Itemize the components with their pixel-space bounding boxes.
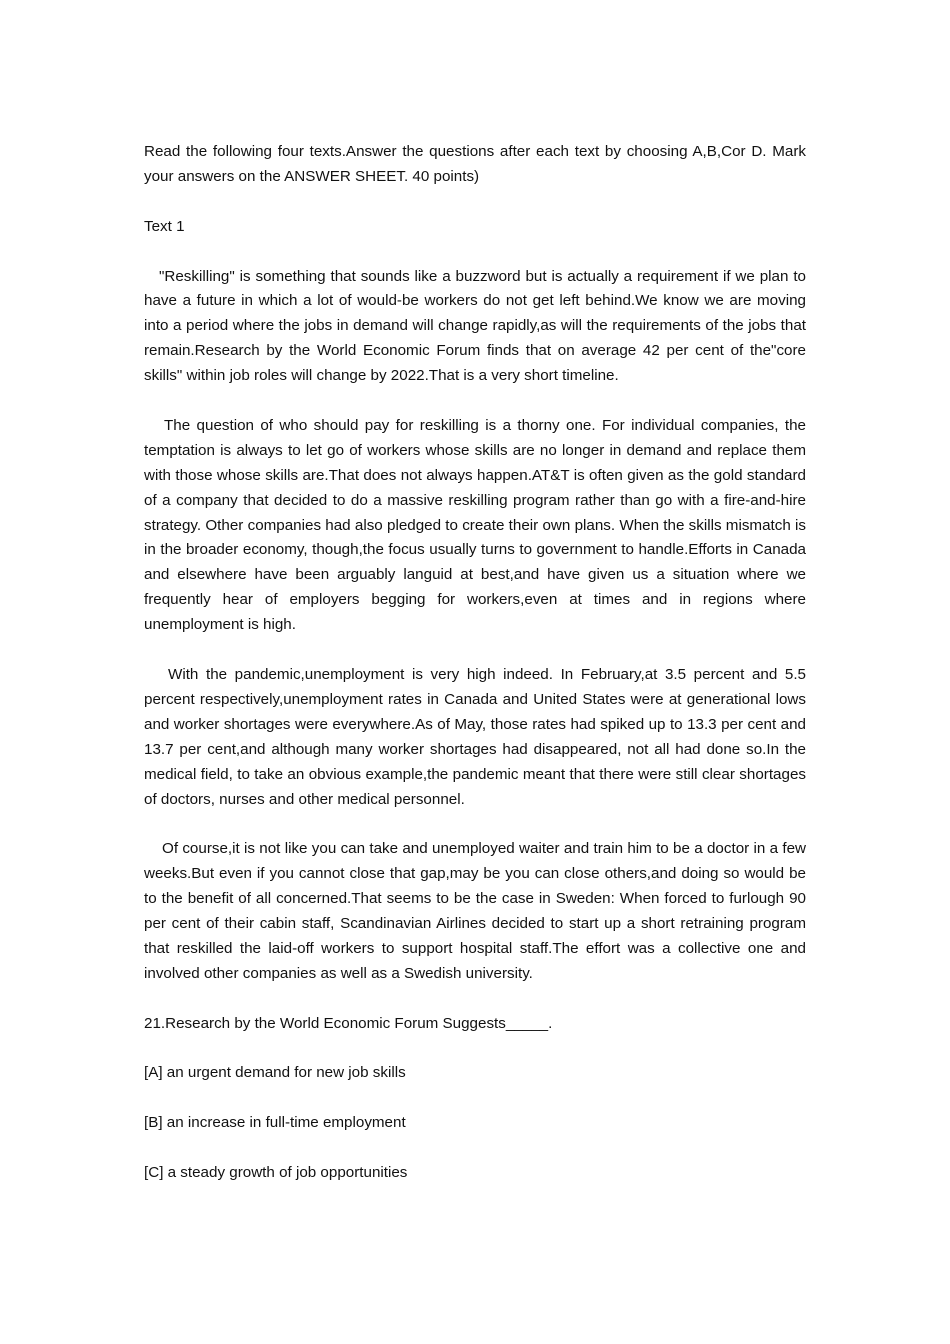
paragraph-3: With the pandemic,unemployment is very high indeed. In February,at 3.5 percent and 5.5 percent respectively,unemployment rates in Canada and United States were at generational lows and worker shortages were everywhere.As of May, those rates had spiked up to 13.3 per cent and 13.7 per cent,and although many worker shortages had disappeared, not all had done so.In the medical field, to take an obvious example,the pandemic meant that there were still clear shortages of doctors, nurses and other medical personnel. <box>144 665 806 808</box>
paragraph-2: The question of who should pay for reskilling is a thorny one. For individual companies, the temptation is always to let go of workers whose skills are no longer in demand and replace them with those whose skills are.That does not always happen.AT&T is often given as the gold standard of a company that decided to do a massive reskilling program rather than go with a fire-and-hire strategy. Other companies had also pledged to create their own plans. When the skills mismatch is in the broader economy, though,the focus usually turns to government to handle.Efforts in Canada and elsewhere have been arguably languid at best,and have given us a situation where we frequently hear of employers begging for workers,even at times and in regions where unemployment is high. <box>144 416 806 634</box>
question-stem: 21.Research by the World Economic Forum Suggests_____. <box>144 1014 553 1032</box>
option-b: [B] an increase in full-time employment <box>144 1114 406 1132</box>
option-a: [A] an urgent demand for new job skills <box>144 1064 406 1082</box>
document-page <box>144 140 806 1211</box>
option-c: [C] a steady growth of job opportunities <box>144 1164 408 1182</box>
text-heading: Text 1 <box>144 217 185 235</box>
paragraph-1: "Reskilling" is something that sounds like a buzzword but is actually a requirement if we plan to have a future in which a lot of would-be workers do not get left behind.We know we are moving into a period where the jobs in demand will change rapidly,as will the requirements of the jobs that remain.Research by the World Economic Forum finds that on average 42 per cent of the"core skills" within job roles will change by 2022.That is a very short timeline. <box>144 267 806 385</box>
instructions-text: Read the following four texts.Answer the questions after each text by choosing A,B,Cor D. Mark your answers on the ANSWER SHEET. 40 points) <box>144 143 806 185</box>
paragraph-4: Of course,it is not like you can take and unemployed waiter and train him to be a doctor in a few weeks.But even if you cannot close that gap,may be you can close others,and doing so would be to the benefit of all concerned.That seems to be the case in Sweden: When forced to furlough 90 per cent of their cabin staff, Scandinavian Airlines decided to start up a short retraining program that reskilled the laid-off workers to support hospital staff.The effort was a collective one and involved other companies as well as a Swedish university. <box>144 840 806 982</box>
